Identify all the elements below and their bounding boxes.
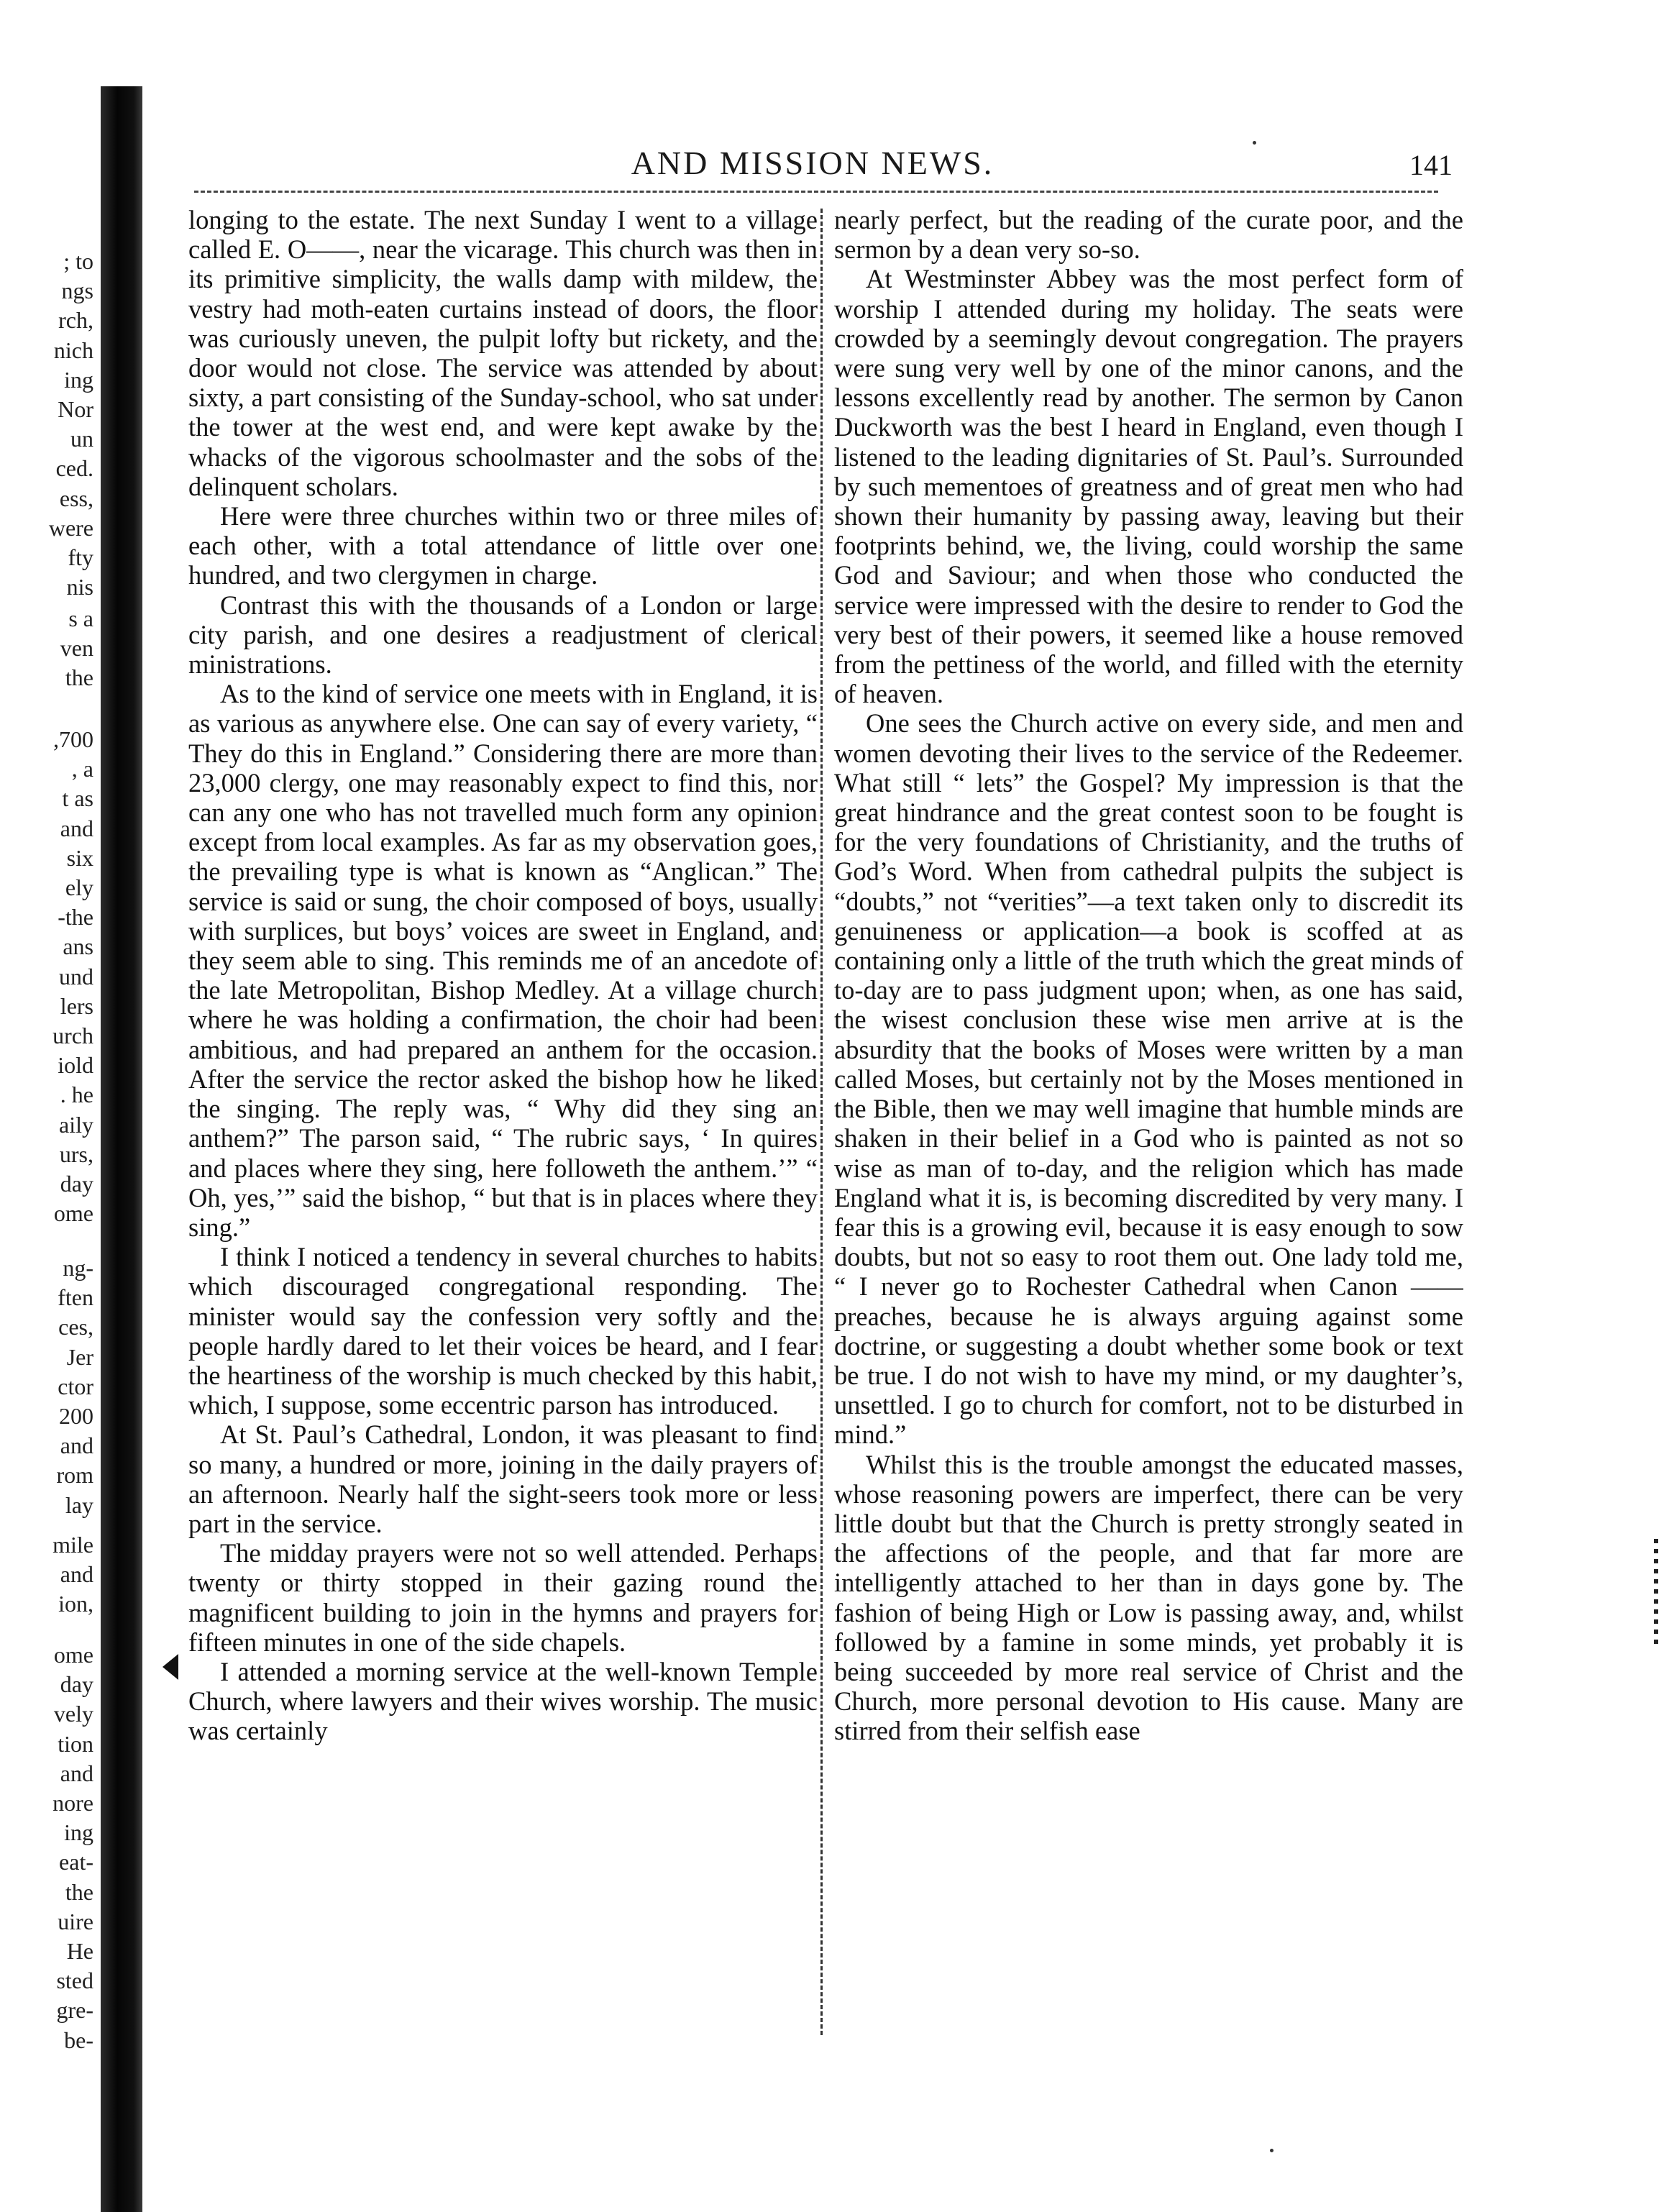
page-number: 141	[1409, 149, 1453, 181]
paragraph: At St. Paul’s Cathedral, London, it was pleasant to find so many, a hundred or more, joining in the daily prayers of an afternoon. Nearly half the sight-seers took more or less part in the service.	[188, 1420, 818, 1538]
margin-fragment: 200	[59, 1403, 93, 1429]
paragraph: nearly perfect, but the reading of the curate poor, and the sermon by a dean very so-so.	[834, 205, 1463, 265]
margin-fragment: gre-	[56, 1997, 93, 2024]
margin-fragment: uire	[58, 1908, 93, 1934]
margin-fragment: ng-	[63, 1255, 93, 1281]
margin-fragment: sted	[56, 1968, 93, 1994]
margin-fragment: . he	[60, 1082, 93, 1108]
margin-fragment: nis	[66, 574, 93, 600]
margin-fragment: ctor	[58, 1373, 93, 1399]
right-text-column	[834, 205, 1463, 2046]
margin-fragment: rch,	[58, 307, 93, 334]
margin-fragment: lers	[60, 992, 93, 1019]
margin-fragment: s a	[68, 605, 93, 631]
margin-fragment: day	[60, 1171, 93, 1197]
binding-notch-mark	[163, 1654, 178, 1680]
margin-fragment: six	[66, 844, 93, 871]
margin-fragment: ess,	[59, 485, 93, 511]
header-rule	[194, 191, 1438, 193]
margin-fragment: ing	[64, 366, 93, 393]
margin-fragment: He	[66, 1938, 93, 1964]
margin-fragment: , a	[71, 756, 93, 782]
margin-fragment: ely	[65, 874, 93, 900]
margin-fragment: tion	[58, 1730, 93, 1757]
running-title: AND MISSION NEWS.	[631, 145, 994, 181]
paragraph: At Westminster Abbey was the most perfect form of worship I attended during my holiday. The seats were crowded by a seemingly devout congregation. The prayers were sung very well by one of the minor canons, and the lessons excellently read by another. The sermon by Canon Duckworth was the best I heard in England, even though I listened to the leading dignitaries of St. Paul’s. Surrounded by such mementoes of greatness and of great men who had shown their humanity by passing away, leaving but their footprints behind, we, the living, could worship the same God and Saviour; and when those who conducted the service were impressed with the desire to render to God the very best of their powers, it seemed like a house removed from the pettiness of the world, and filled with the eternity of heaven.	[834, 264, 1463, 709]
margin-fragment: rom	[56, 1462, 93, 1489]
margin-fragment: urs,	[59, 1141, 93, 1167]
paragraph: One sees the Church active on every side, and men and women devoting their lives to the service of the Redeemer. What still “ lets” the Gospel? My impression is that the great hindrance and the great contest soon to be fought is for the very foundations of Christianity, and the truths of God’s Word. When from cathedral pulpits the subject is “doubts,” not “verities”—a text taken only to discredit its genuineness or application—a book is scoffed at as containing only a little of the truth which the great minds of to-day are to pass judgment upon; when, as one has said, the wisest conclusion these wise men arrive at is the absurdity that the books of Moses were written by a man called Moses, but certainly not by the Moses mentioned in the Bible, then we may well imagine that humble minds are shaken in their belief in a God who is painted as not so wise as man of to-day, and the religion which has made England what it is, is becoming discredited by very many. I fear this is a growing evil, because it is easy enough to sow doubts, but not so easy to root them out. One lady told me, “ I never go to Rochester Cathedral when Canon —— preaches, because he is always arguing against some doctrine, or suggesting a doubt whether some book or text be true. I do not wish to have my mind, or my daughter’s, unsettled. I go to church for comfort, not to be disturbed in mind.”	[834, 708, 1463, 1450]
column-divider	[820, 209, 823, 2035]
running-head	[173, 144, 1453, 187]
margin-fragment: nich	[53, 337, 93, 363]
margin-fragment: ngs	[61, 278, 93, 304]
margin-fragment: were	[48, 514, 93, 541]
margin-fragment: ion,	[58, 1591, 93, 1617]
margin-fragment: urch	[52, 1023, 93, 1048]
page-edge-marks	[1654, 1539, 1658, 1647]
margin-fragment: mile	[52, 1532, 93, 1558]
margin-fragment: ; to	[63, 248, 93, 274]
margin-fragment: and	[60, 815, 93, 841]
margin-fragment: and	[60, 1561, 93, 1588]
paragraph: longing to the estate. The next Sunday I went to a village called E. O——, near the vicarage. This church was then in its primitive simplicity, the walls damp with mildew, the vestry had moth-eaten curtains instead of doors, the floor was curiously uneven, the pulpit lofty but rickety, and the door would not close. The service was attended by about sixty, a part consisting of the Sunday-school, who sat under the tower at the west end, and were kept awake by the whacks of the vigorous schoolmaster and the sobs of the delinquent scholars.	[188, 205, 818, 501]
margin-fragment: ome	[53, 1200, 93, 1227]
margin-fragment: Jer	[66, 1343, 93, 1370]
margin-fragment: lay	[65, 1491, 93, 1518]
left-text-column	[188, 205, 818, 2046]
margin-fragment: t as	[62, 785, 93, 812]
paragraph: Whilst this is the trouble amongst the educated masses, whose reasoning powers are imperfect, there can be very little doubt but that the Church is pretty strongly seated in the affections of the people, and that far more are intelligently attached to her than in days gone by. The fashion of being High or Low is passing away, and, whilst followed by a famine in some minds, yet probably it is being succeeded by more real service of Christ and the Church, more personal devotion to His cause. Many are stirred from their selfish ease	[834, 1449, 1463, 1746]
previous-page-margin-fragments	[0, 0, 93, 2212]
paragraph: I think I noticed a tendency in several churches to habits which discouraged congregational responding. The minister would say the confession very softly and the people hardly dared to let their voices be heard, and I fear the heartiness of the worship is much checked by this habit, which, I suppose, some eccentric parson has introduced.	[188, 1242, 818, 1420]
margin-fragment: und	[59, 963, 93, 990]
margin-fragment: Nor	[58, 396, 93, 422]
margin-fragment: be-	[64, 2026, 93, 2053]
margin-fragment: the	[65, 664, 93, 691]
paragraph: Here were three churches within two or three miles of each other, with a total attendance of little over one hundred, and two clergymen in charge.	[188, 501, 818, 590]
margin-fragment: -the	[58, 904, 93, 931]
paragraph: The midday prayers were not so well attended. Perhaps twenty or thirty stopped in their gazing round the magnificent building to join in the hymns and prayers for fifteen minutes in one of the side chapels.	[188, 1538, 818, 1657]
page-binding-shadow	[101, 86, 142, 2212]
ink-speck	[1253, 141, 1256, 145]
margin-fragment: fty	[68, 544, 93, 570]
paragraph: Contrast this with the thousands of a London or large city parish, and one desires a readjustment of clerical ministrations.	[188, 590, 818, 680]
margin-fragment: ing	[64, 1819, 93, 1846]
paragraph: I attended a morning service at the well-known Temple Church, where lawyers and their wives worship. The music was certainly	[188, 1656, 818, 1746]
margin-fragment: vely	[53, 1701, 93, 1727]
paragraph: As to the kind of service one meets with in England, it is as various as anywhere else. One can say of every variety, “ They do this in England.” Considering there are more than 23,000 clergy, one may reasonably expect to find this, nor can any one who has not travelled much form any opinion except from local examples. As far as my observation goes, the prevailing type is what is known as “Anglican.” The service is said or sung, the choir composed of boys, usually with surplices, but boys’ voices are sweet in England, and they seem able to sing. This reminds me of an ancedote of the late Metropolitan, Bishop Medley. At a village church where he was holding a confirmation, the choir had been ambitious, and had prepared an anthem for the occasion. After the service the rector asked the bishop how he liked the singing. The reply was, “ Why did they sing an anthem?” The parson said, “ The rubric says, ‘ In quires and places where they sing, here followeth the anthem.’” “ Oh, yes,’” said the bishop, “ but that is in places where they sing.”	[188, 679, 818, 1242]
margin-fragment: ces,	[58, 1314, 93, 1340]
margin-fragment: ced.	[55, 455, 93, 482]
margin-fragment: ome	[53, 1642, 93, 1668]
margin-fragment: nore	[52, 1790, 93, 1816]
ink-speck	[1270, 2149, 1274, 2152]
margin-fragment: ven	[60, 635, 93, 662]
margin-fragment: day	[60, 1671, 93, 1698]
margin-fragment: and	[60, 1432, 93, 1459]
margin-fragment: the	[65, 1878, 93, 1905]
margin-fragment: ,700	[53, 726, 93, 752]
margin-fragment: un	[70, 426, 93, 452]
margin-fragment: aily	[59, 1111, 93, 1138]
margin-fragment: ans	[63, 933, 93, 960]
margin-fragment: and	[60, 1760, 93, 1786]
margin-fragment: eat-	[59, 1849, 93, 1875]
margin-fragment: iold	[58, 1052, 93, 1079]
margin-fragment: ften	[58, 1284, 93, 1311]
